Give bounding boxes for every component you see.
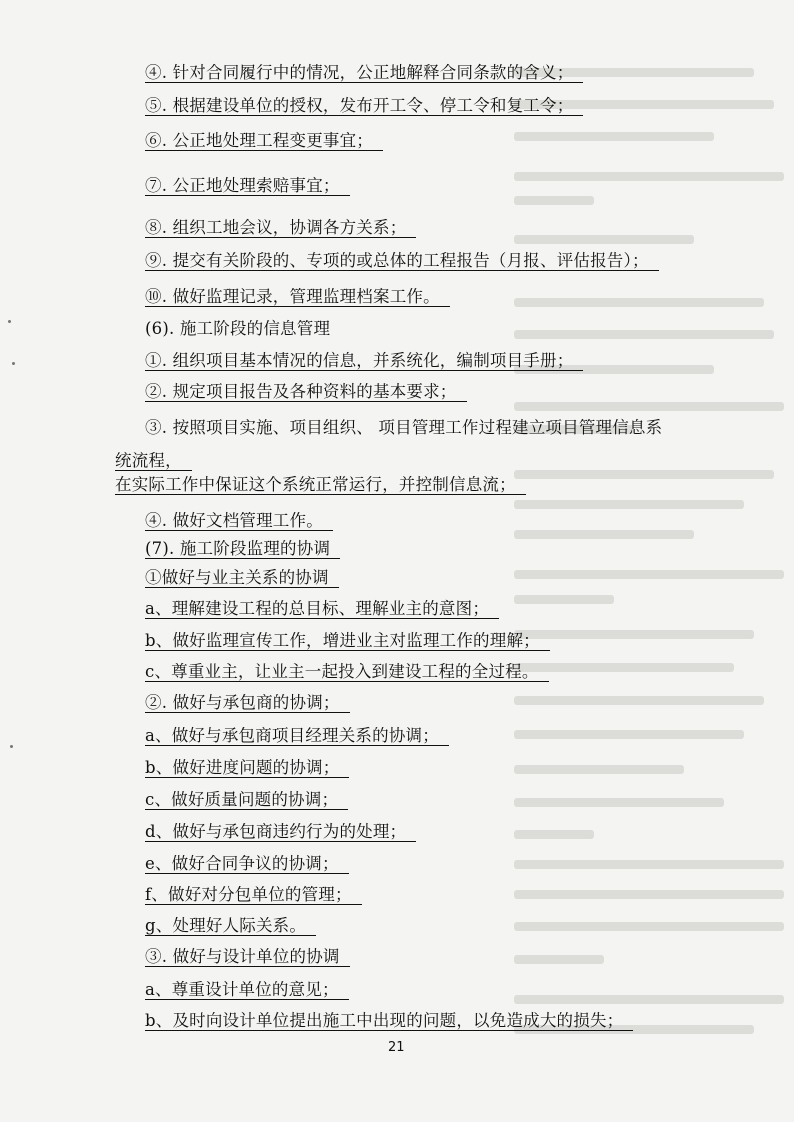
text-line: g、处理好人际关系。 <box>145 915 316 937</box>
bleed-through-text <box>494 60 794 1050</box>
text-line: ①. 组织项目基本情况的信息，并系统化，编制项目手册； <box>145 350 583 372</box>
subsection-heading: ③. 做好与设计单位的协调 <box>145 946 350 968</box>
page-number: 21 <box>388 1040 405 1055</box>
text-line: a、做好与承包商项目经理关系的协调； <box>145 725 449 747</box>
text-line: ③. 按照项目实施、项目组织、 项目管理工作过程建立项目管理信息系 <box>145 418 663 437</box>
subsection-heading: ②. 做好与承包商的协调； <box>145 692 350 714</box>
text-line: b、做好监理宣传工作，增进业主对监理工作的理解； <box>145 630 550 652</box>
text-line: a、尊重设计单位的意见； <box>145 979 349 1001</box>
text-line: c、尊重业主，让业主一起投入到建设工程的全过程。 <box>145 661 549 683</box>
text-line: ④. 做好文档管理工作。 <box>145 510 333 532</box>
text-line: 在实际工作中保证这个系统正常运行，并控制信息流； <box>115 474 526 496</box>
text-line: ⑧. 组织工地会议，协调各方关系； <box>145 217 416 239</box>
text-line: ⑩. 做好监理记录，管理监理档案工作。 <box>145 286 450 308</box>
text-line: ⑨. 提交有关阶段的、专项的或总体的工程报告（月报、评估报告）； <box>145 250 659 272</box>
text-line: d、做好与承包商违约行为的处理； <box>145 821 416 843</box>
scan-speck <box>10 745 13 748</box>
scan-speck <box>12 362 15 365</box>
text-line: a、理解建设工程的总目标、理解业主的意图； <box>145 598 499 620</box>
text-line: ②. 规定项目报告及各种资料的基本要求； <box>145 381 467 403</box>
text-line: c、做好质量问题的协调； <box>145 789 348 811</box>
scan-speck <box>8 320 11 323</box>
text-line: ⑥. 公正地处理工程变更事宜； <box>145 130 383 152</box>
subsection-heading: ①做好与业主关系的协调 <box>145 567 339 589</box>
section-heading: (7). 施工阶段监理的协调 <box>145 538 340 560</box>
text-line: ⑤. 根据建设单位的授权，发布开工令、停工令和复工令； <box>145 95 583 117</box>
text-line: b、及时向设计单位提出施工中出现的问题，以免造成大的损失； <box>145 1010 633 1032</box>
section-heading: (6). 施工阶段的信息管理 <box>145 319 331 338</box>
text-line: b、做好进度问题的协调； <box>145 757 349 779</box>
text-line: e、做好合同争议的协调； <box>145 853 349 875</box>
text-line: f、做好对分包单位的管理； <box>145 884 362 906</box>
text-line: ④. 针对合同履行中的情况，公正地解释合同条款的含义； <box>145 62 583 84</box>
text-line: ⑦. 公正地处理索赔事宜； <box>145 175 350 197</box>
text-line: 统流程， <box>115 450 192 472</box>
